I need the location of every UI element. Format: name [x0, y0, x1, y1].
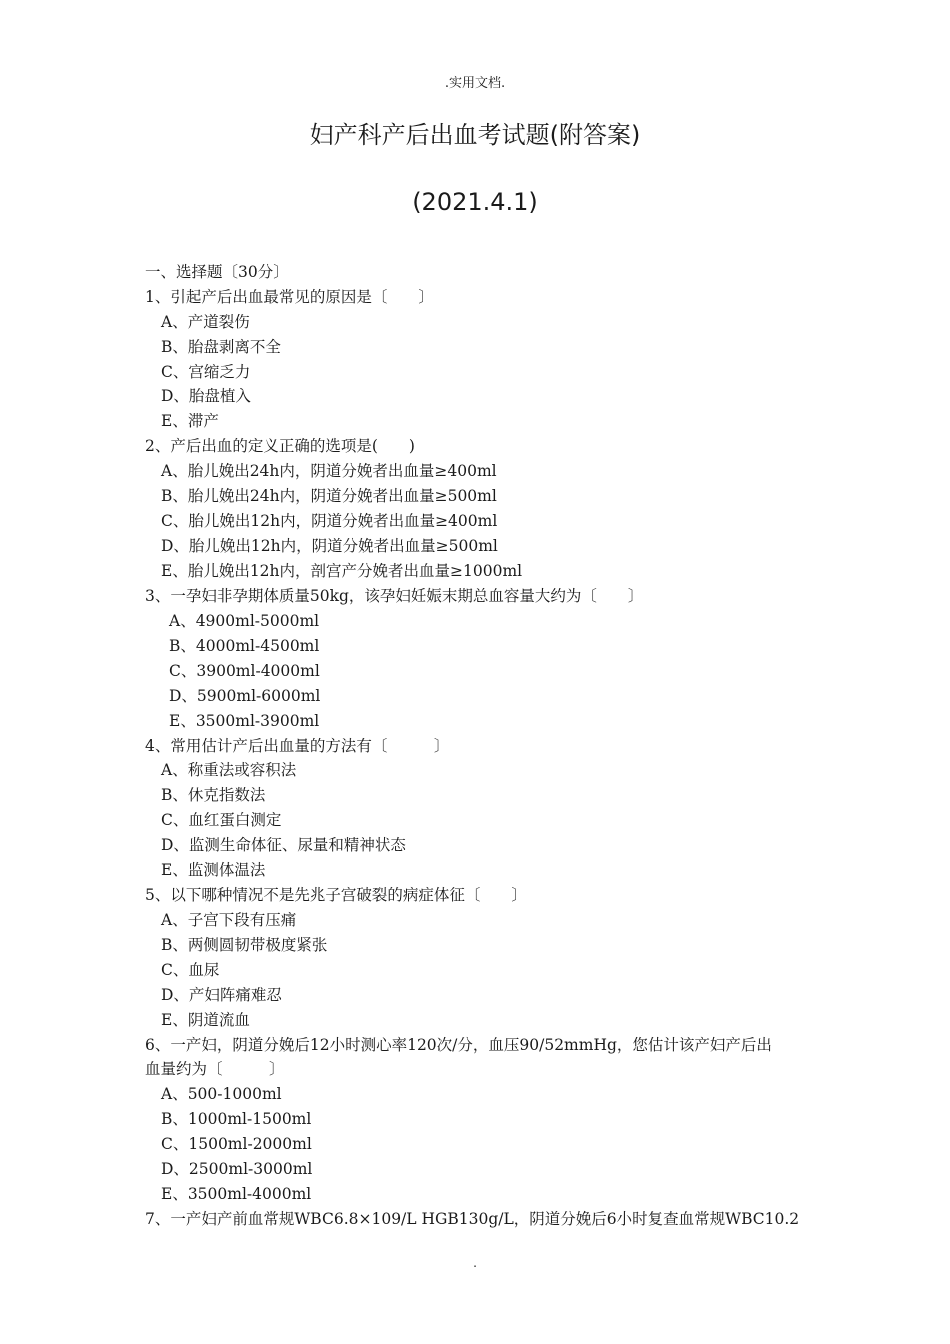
question-2-option-e: E、胎儿娩出12h内，剖宫产分娩者出血量≥1000ml: [161, 562, 523, 580]
question-2-option-c: C、胎儿娩出12h内，阴道分娩者出血量≥400ml: [161, 512, 498, 530]
question-6-option-c: C、1500ml-2000ml: [161, 1135, 312, 1153]
question-2-option-b: B、胎儿娩出24h内，阴道分娩者出血量≥500ml: [161, 487, 497, 505]
question-5-option-d: D、产妇阵痛难忍: [161, 986, 282, 1004]
question-1-option-e: E、滞产: [161, 412, 219, 430]
question-6-option-a: A、500-1000ml: [161, 1085, 282, 1103]
question-2-option-a: A、胎儿娩出24h内，阴道分娩者出血量≥400ml: [161, 462, 497, 480]
page-header: .实用文档.: [444, 76, 506, 91]
page-footer: .: [473, 1256, 477, 1270]
question-3-stem: 3、一孕妇非孕期体质量50kg，该孕妇妊娠末期总血容量大约为〔 〕: [145, 587, 644, 605]
question-5-option-a: A、子宫下段有压痛: [161, 911, 297, 929]
question-5-stem: 5、以下哪种情况不是先兆子宫破裂的病症体征〔 〕: [145, 886, 527, 904]
question-1-option-d: D、胎盘植入: [161, 387, 251, 405]
question-3-option-b: B、4000ml-4500ml: [169, 637, 320, 655]
question-3-option-c: C、3900ml-4000ml: [169, 662, 320, 680]
question-7-stem-line1: 7、一产妇产前血常规WBC6.8×109/L HGB130g/L，阴道分娩后6小时复查血常规WBC10.2: [145, 1210, 800, 1228]
question-3-option-a: A、4900ml-5000ml: [169, 612, 320, 630]
question-4-option-d: D、监测生命体征、尿量和精神状态: [161, 836, 406, 854]
document-date: (2021.4.1): [412, 188, 538, 216]
document-title: 妇产科产后出血考试题(附答案): [309, 121, 641, 149]
question-1-option-a: A、产道裂伤: [161, 313, 250, 331]
question-6-stem-line2: 血量约为〔 〕: [145, 1060, 285, 1078]
question-6-option-d: D、2500ml-3000ml: [161, 1160, 313, 1178]
question-1-option-b: B、胎盘剥离不全: [161, 338, 281, 356]
question-6-option-b: B、1000ml-1500ml: [161, 1110, 312, 1128]
question-5-option-e: E、阴道流血: [161, 1011, 250, 1029]
question-3-option-e: E、3500ml-3900ml: [169, 712, 320, 730]
question-2-option-d: D、胎儿娩出12h内，阴道分娩者出血量≥500ml: [161, 537, 498, 555]
question-4-option-b: B、休克指数法: [161, 786, 266, 804]
question-2-stem: 2、产后出血的定义正确的选项是( ): [145, 437, 415, 455]
question-1-stem: 1、引起产后出血最常见的原因是〔 〕: [145, 288, 434, 306]
question-6-option-e: E、3500ml-4000ml: [161, 1185, 312, 1203]
question-5-option-c: C、血尿: [161, 961, 220, 979]
question-1-option-c: C、宫缩乏力: [161, 363, 251, 381]
question-4-option-a: A、称重法或容积法: [161, 761, 297, 779]
section-heading: 一、选择题〔30分〕: [145, 263, 289, 281]
question-4-option-e: E、监测体温法: [161, 861, 266, 879]
question-6-stem-line1: 6、一产妇，阴道分娩后12小时测心率120次/分，血压90/52mmHg，您估计该产妇产后出: [145, 1036, 772, 1054]
question-4-stem: 4、常用估计产后出血量的方法有〔 〕: [145, 737, 450, 755]
question-4-option-c: C、血红蛋白测定: [161, 811, 282, 829]
question-3-option-d: D、5900ml-6000ml: [169, 687, 321, 705]
question-5-option-b: B、两侧圆韧带极度紧张: [161, 936, 328, 954]
